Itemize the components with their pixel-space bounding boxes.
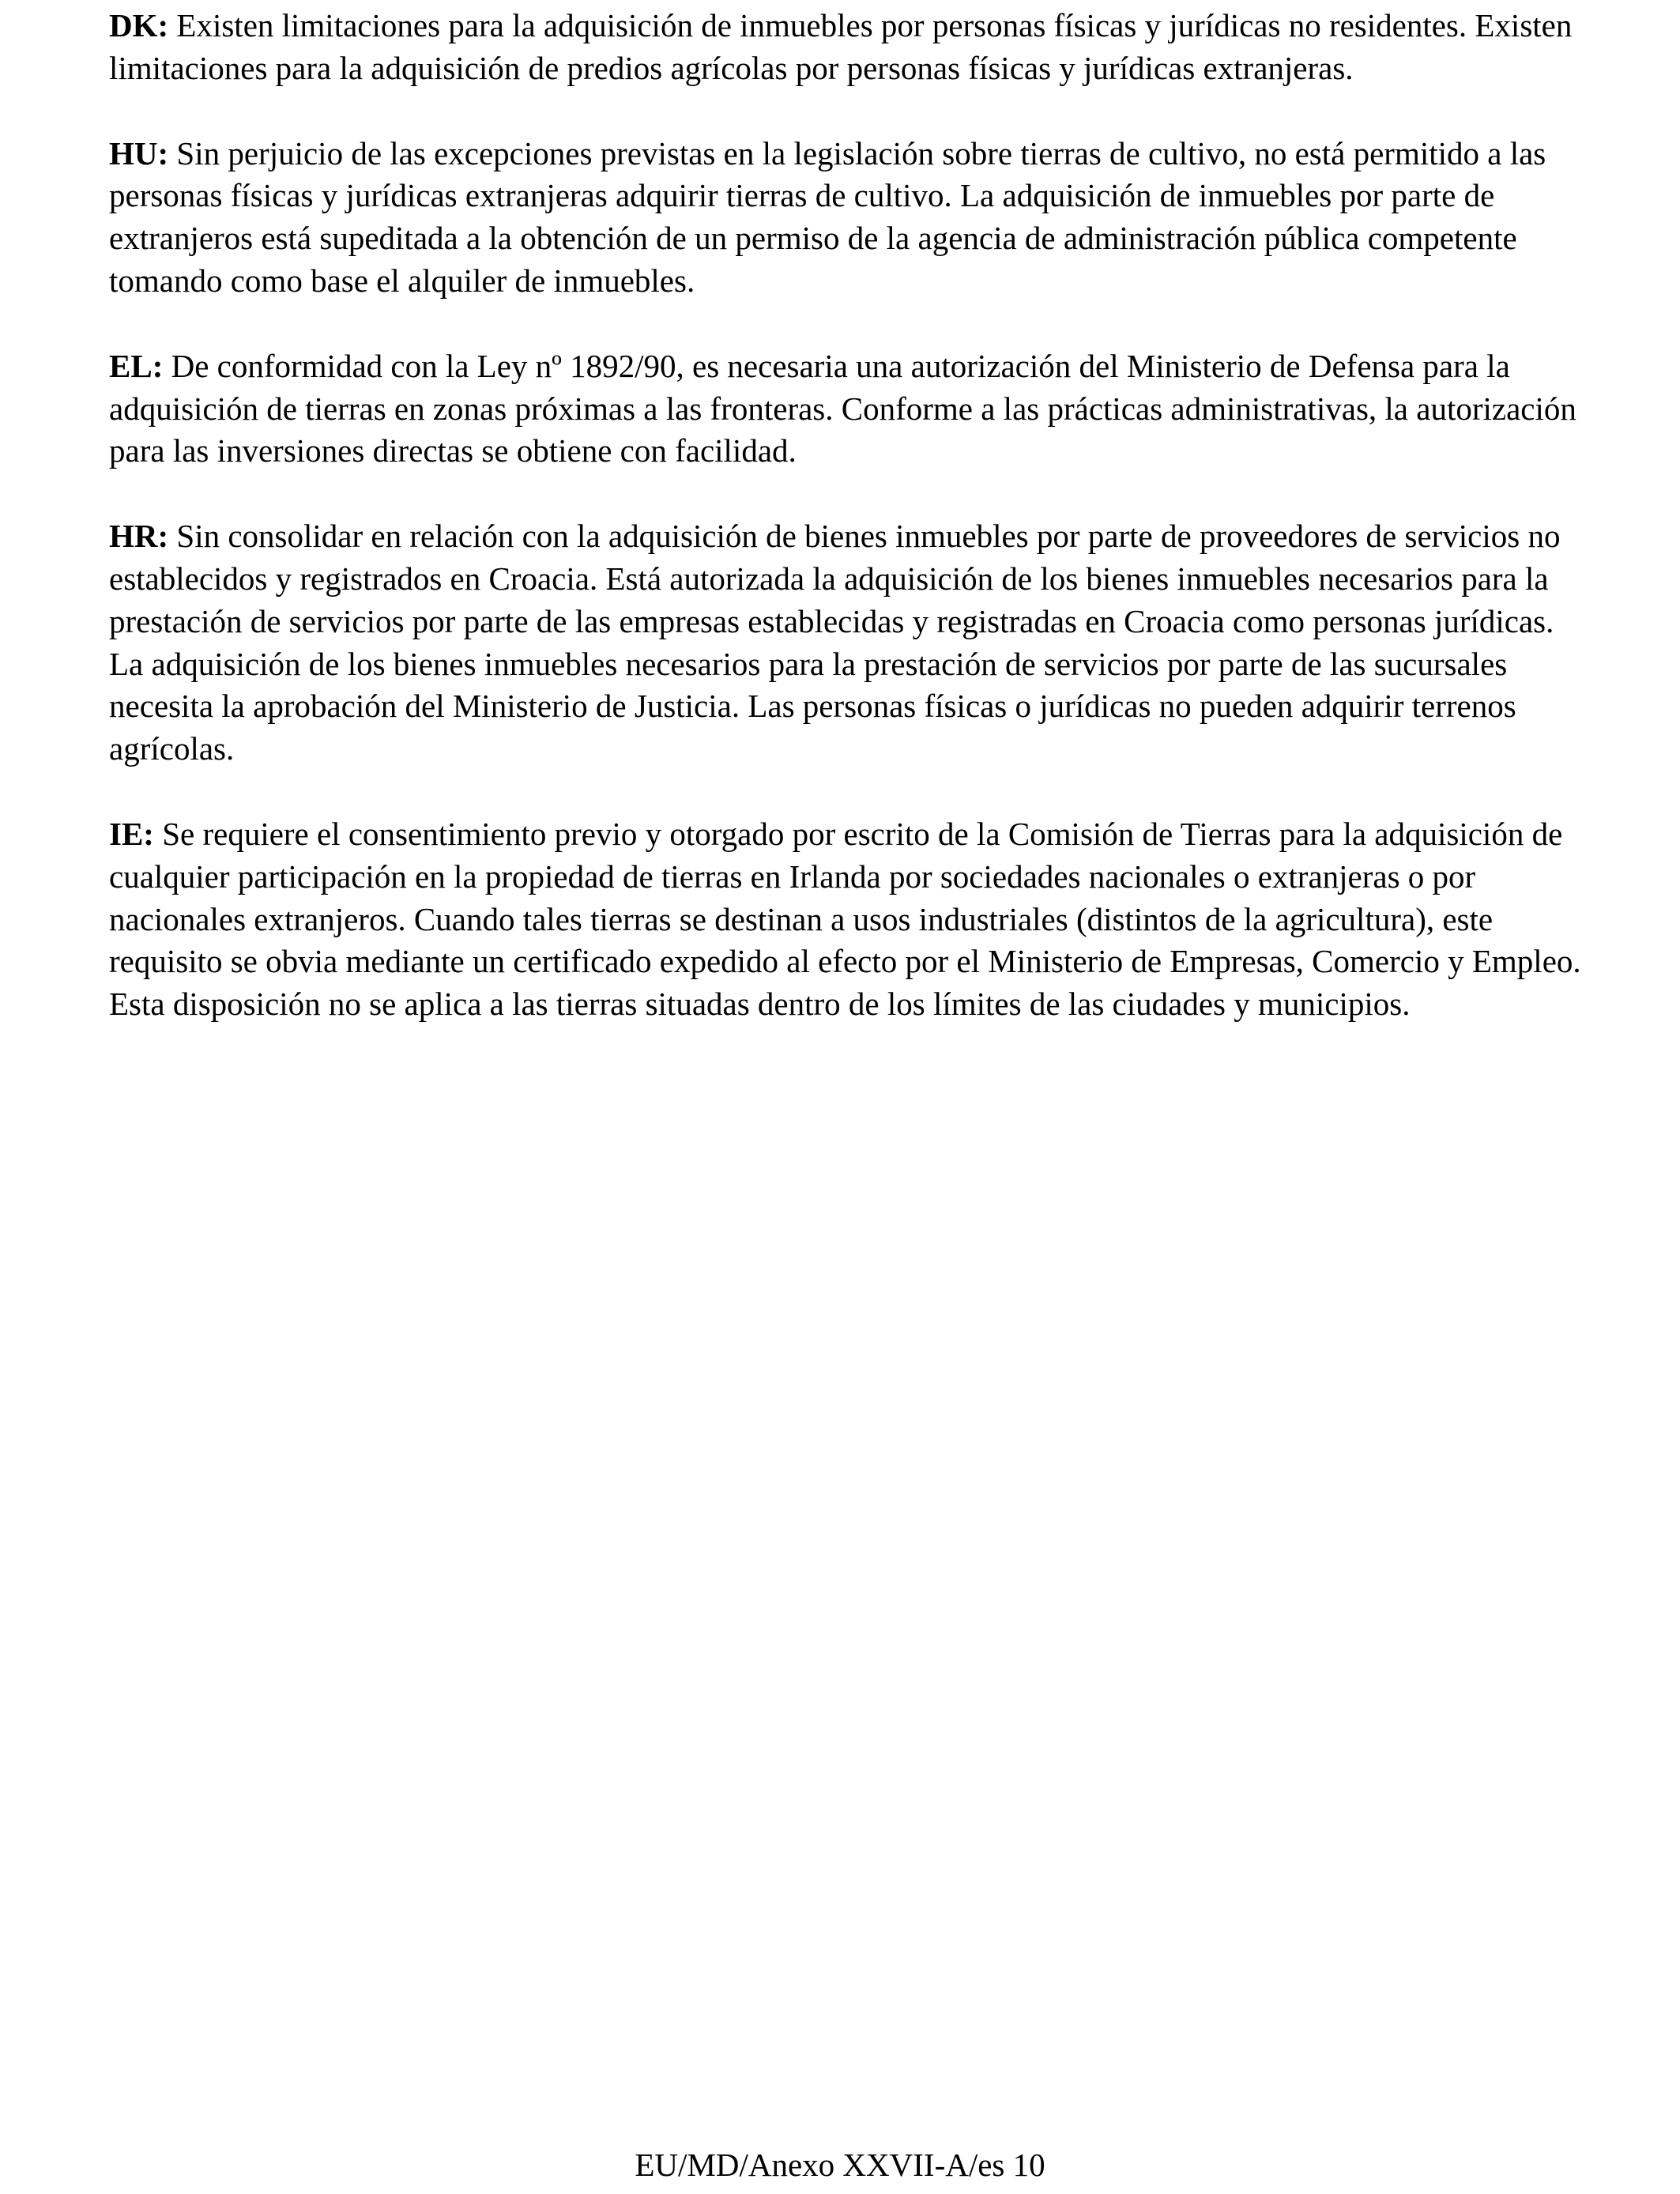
paragraph-text-dk: Existen limitaciones para la adquisición de inmuebles por personas físicas y jurídicas no residentes. Existen limitaciones para la adquisición de predios agrícolas por personas físicas y jurídicas extranjeras. xyxy=(109,7,1573,86)
paragraph-el xyxy=(109,345,1595,473)
country-code-hu: HU: xyxy=(109,134,169,172)
document-body xyxy=(109,5,1595,1069)
country-code-hr: HR: xyxy=(109,518,169,555)
paragraph-text-el: De conformidad con la Ley nº 1892/90, es necesaria una autorización del Ministerio de Defensa para la adquisición de tierras en zonas próximas a las fronteras. Conforme a las prácticas administrativas, la autorización para las inversiones directas se obtiene con facilidad. xyxy=(109,347,1576,469)
paragraph-hu xyxy=(109,133,1595,303)
country-code-el: EL: xyxy=(109,347,164,384)
paragraph-ie xyxy=(109,813,1595,1026)
paragraph-dk xyxy=(109,5,1595,90)
country-code-ie: IE: xyxy=(109,815,154,852)
page-footer: EU/MD/Anexo XXVII-A/es 10 xyxy=(635,2147,1045,2183)
country-code-dk: DK: xyxy=(109,7,169,43)
paragraph-text-ie: Se requiere el consentimiento previo y otorgado por escrito de la Comisión de Tierras para la adquisición de cualquier participación en la propiedad de tierras en Irlanda por sociedades nacionales o extranjeras o por nacionales extranjeros. Cuando tales tierras se destinan a usos industriales (distintos de la agricultura), este requisito se obvia mediante un certificado expedido al efecto por el Ministerio de Empresas, Comercio y Empleo. Esta disposición no se aplica a las tierras situadas dentro de los límites de las ciudades y municipios. xyxy=(109,815,1581,1023)
paragraph-hr xyxy=(109,515,1595,771)
paragraph-text-hr: Sin consolidar en relación con la adquisición de bienes inmuebles por parte de proveedores de servicios no establecidos y registrados en Croacia. Está autorizada la adquisición de los bienes inmuebles necesarios para la prestación de servicios por parte de las empresas establecidas y registradas en Croacia como personas jurídicas. La adquisición de los bienes inmuebles necesarios para la prestación de servicios por parte de las sucursales necesita la aprobación del Ministerio de Justicia. Las personas físicas o jurídicas no pueden adquirir terrenos agrícolas. xyxy=(109,518,1561,767)
paragraph-text-hu: Sin perjuicio de las excepciones previstas en la legislación sobre tierras de cultivo, no está permitido a las personas físicas y jurídicas extranjeras adquirir tierras de cultivo. La adquisición de inmuebles por parte de extranjeros está supeditada a la obtención de un permiso de la agencia de administración pública competente tomando como base el alquiler de inmuebles. xyxy=(109,134,1546,299)
